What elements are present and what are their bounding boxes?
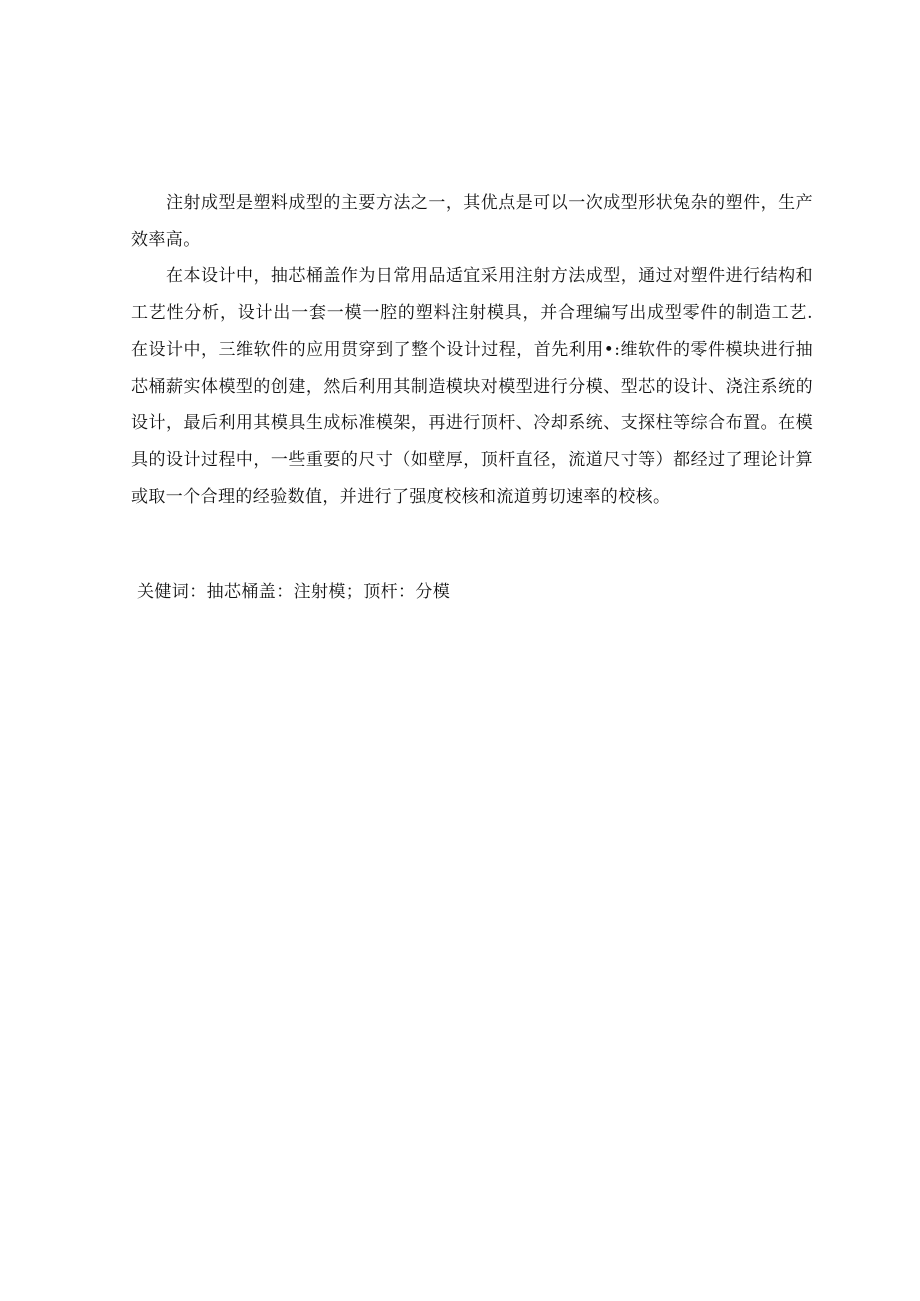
abstract-paragraph-1: 注射成型是塑料成型的主要方法之一，其优点是可以一次成型形状兔杂的塑件，生产效率高。 [131, 193, 813, 250]
keywords-line: 关健词：抽芯桶盖：注射模；顶杆：分模 [137, 582, 451, 602]
abstract-paragraph-2: 在本设计中，抽芯桶盖作为日常用品适宜采用注射方法成型，通过对塑件进行结构和工艺性分析，设计出一套一模一腔的塑料注射模具，并合理编写出成型零件的制造工艺.在设计中，三维软件的应用贯穿到了整个设计过程，首先利用•:维软件的零件模块进行抽芯桶薪实体模型的创建，然后利用其制造模块对模型进行分模、型芯的设计、浇注系统的设计，最后利用其模具生成标准模架，再进行顶杆、冷却系统、支探柱等综合布置。在模具的设计过程中，一些重要的尺寸（如壁厚，顶杆直径，流道尺寸等）都经过了理论计算或取一个合理的经验数值，并进行了强度校核和流道剪切速率的校核。 [131, 266, 813, 507]
abstract-body [131, 185, 813, 515]
